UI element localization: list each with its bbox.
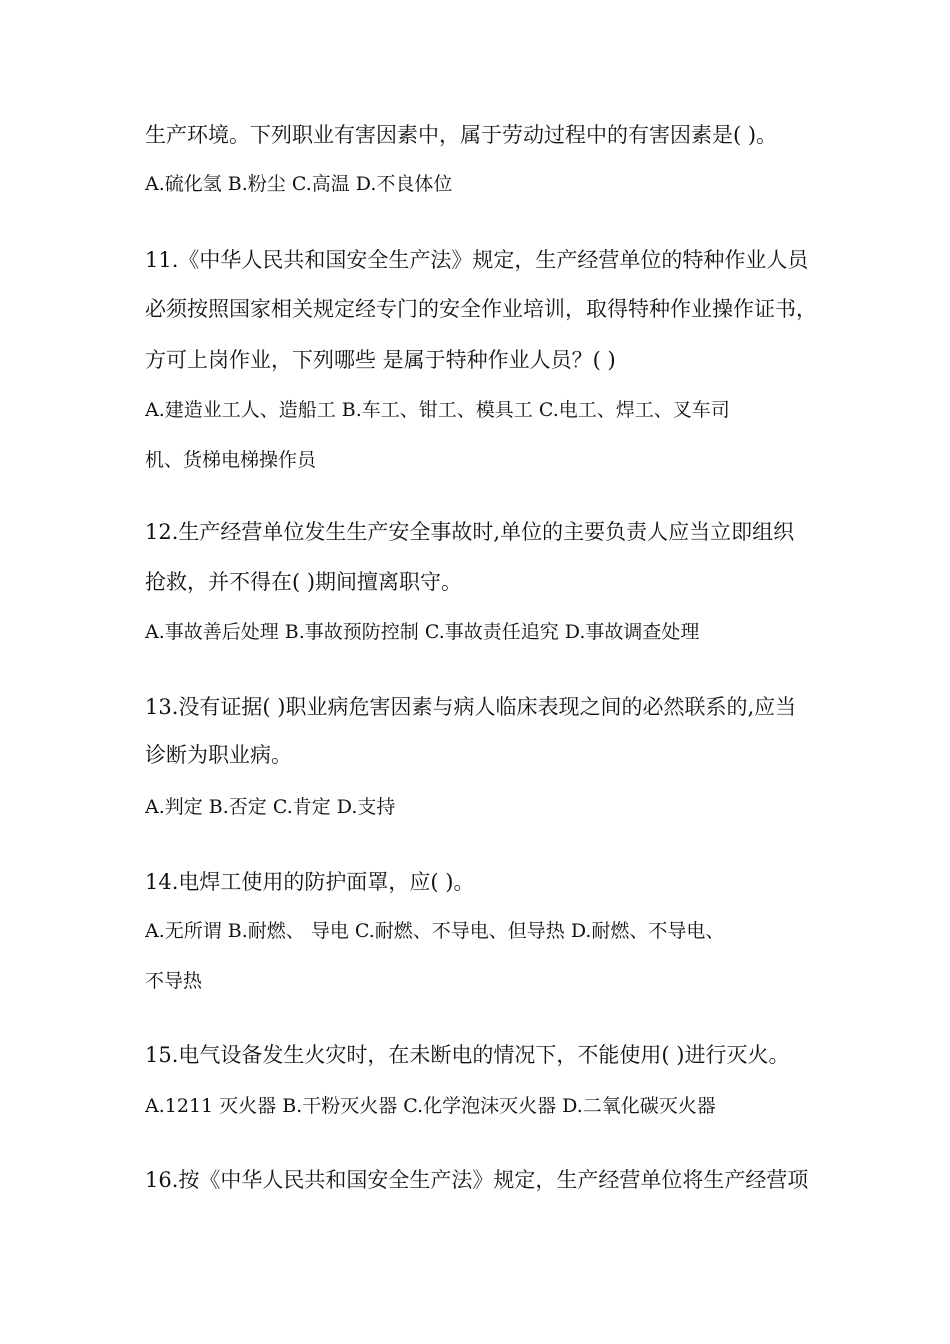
- question-14-options-line-1: A.无所谓 B.耐燃、 导电 C.耐燃、不导电、但导热 D.耐燃、不导电、: [145, 920, 725, 942]
- question-12-stem-line-2: 抢救，并不得在( )期间擅离职守。: [145, 570, 463, 594]
- question-12-stem-line-1: 12.生产经营单位发生生产安全事故时,单位的主要负责人应当立即组织: [145, 520, 795, 544]
- question-15-options-line-1: A.1211 灭火器 B.干粉灭火器 C.化学泡沫灭火器 D.二氧化碳灭火器: [145, 1095, 716, 1117]
- question-14-stem-line-1: 14.电焊工使用的防护面罩，应( )。: [145, 870, 475, 894]
- question-13-options-line-1: A.判定 B.否定 C.肯定 D.支持: [145, 796, 396, 818]
- question-12-options-line-1: A.事故善后处理 B.事故预防控制 C.事故责任追究 D.事故调查处理: [145, 621, 700, 643]
- question-13-stem-line-1: 13.没有证据( )职业病危害因素与病人临床表现之间的必然联系的,应当: [145, 695, 797, 719]
- question-11-options-line-2: 机、货梯电梯操作员: [145, 449, 317, 471]
- question-11-stem-line-2: 必须按照国家相关规定经专门的安全作业培训，取得特种作业操作证书，: [145, 297, 817, 321]
- question-11-stem-line-1: 11.《中华人民共和国安全生产法》规定，生产经营单位的特种作业人员: [145, 248, 809, 272]
- question-13-stem-line-2: 诊断为职业病。: [145, 743, 292, 767]
- question-11-stem-line-3: 方可上岗作业，下列哪些 是属于特种作业人员？( ): [145, 348, 616, 372]
- question-14-options-line-2: 不导热: [145, 970, 203, 992]
- question-11-options-line-1: A.建造业工人、造船工 B.车工、钳工、模具工 C.电工、焊工、叉车司: [145, 399, 730, 421]
- question-10-options-line-1: A.硫化氢 B.粉尘 C.高温 D.不良体位: [145, 173, 453, 195]
- question-15-stem-line-1: 15.电气设备发生火灾时，在未断电的情况下，不能使用( )进行灭火。: [145, 1043, 790, 1067]
- question-16-stem-line-1: 16.按《中华人民共和国安全生产法》规定，生产经营单位将生产经营项: [145, 1168, 809, 1192]
- question-10-stem-line-1: 生产环境。下列职业有害因素中，属于劳动过程中的有害因素是( )。: [145, 123, 778, 147]
